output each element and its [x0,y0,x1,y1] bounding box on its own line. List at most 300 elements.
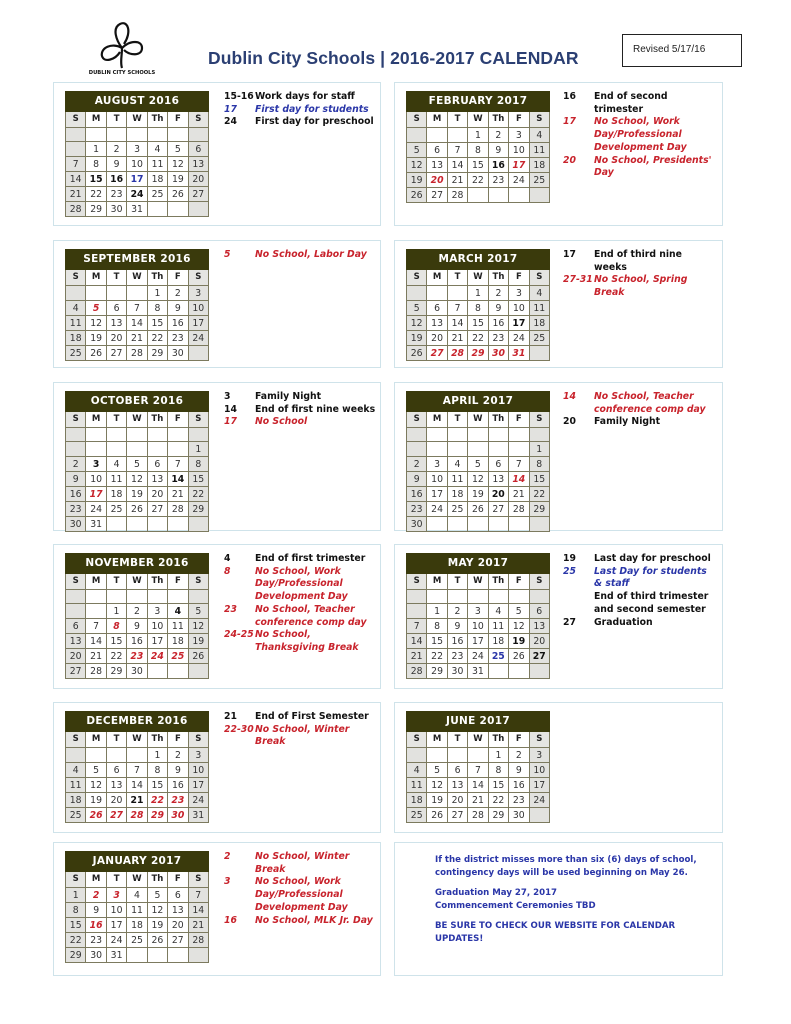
day-cell: 30 [86,948,106,963]
day-cell: 16 [488,158,508,173]
day-cell: 20 [168,918,188,933]
day-cell: 16 [66,487,86,502]
commencement-note: Commencement Ceremonies TBD [435,900,596,911]
day-cell: 27 [427,346,447,361]
day-cell: 20 [147,487,167,502]
day-cell: 3 [427,457,447,472]
day-cell: 16 [86,918,106,933]
day-cell: 1 [188,442,208,457]
empty-cell [147,948,167,963]
day-cell: 5 [407,143,427,158]
month-box-mar [394,240,723,368]
empty-cell [407,604,427,619]
event-item [224,851,379,876]
event-date: 3 [224,876,231,888]
day-cell: 24 [509,173,529,188]
day-cell: 7 [66,157,86,172]
day-cell: 17 [147,634,167,649]
event-date: 8 [224,565,231,577]
day-cell: 27 [488,502,508,517]
day-cell: 23 [168,331,188,346]
day-cell: 25 [168,649,188,664]
day-cell: 26 [407,188,427,203]
day-cell: 27 [66,664,86,679]
day-cell: 13 [147,472,167,487]
day-cell: 7 [168,457,188,472]
day-cell: 23 [509,793,529,808]
day-cell: 10 [188,301,208,316]
empty-cell [509,517,529,532]
empty-cell [468,442,488,457]
events-list-oct [224,391,379,429]
calendar-grid-dec [65,711,209,823]
day-cell: 18 [529,158,549,173]
month-title: JANUARY 2017 [66,852,209,872]
day-cell: 13 [447,778,467,793]
day-cell: 28 [168,502,188,517]
event-date: 14 [563,391,576,402]
empty-cell [427,128,447,143]
empty-cell [127,590,147,604]
weekday-header: T [447,412,467,428]
day-cell: 13 [168,903,188,918]
empty-cell [66,128,86,142]
weekday-header: F [168,270,188,286]
empty-cell [188,202,208,217]
day-cell: 12 [86,316,106,331]
day-cell: 14 [127,316,147,331]
day-cell: 7 [86,619,106,634]
event-text: No School [255,416,308,428]
day-cell: 31 [86,517,106,532]
day-cell: 8 [427,619,447,634]
day-cell: 1 [147,748,167,763]
day-cell: 9 [168,301,188,316]
event-text: No School, Thanksgiving Break [255,629,359,653]
event-item [224,724,379,749]
empty-cell [188,517,208,532]
event-date: 22-30 [224,723,254,735]
day-cell: 8 [468,143,488,158]
empty-cell [106,442,126,457]
event-date: 19 [563,553,576,564]
day-cell: 12 [168,157,188,172]
day-cell: 18 [168,634,188,649]
weekday-header: F [509,574,529,590]
page-title: Dublin City Schools | 2016-2017 CALENDAR [208,48,579,68]
day-cell: 5 [86,763,106,778]
day-cell: 12 [86,778,106,793]
empty-cell [447,517,467,532]
day-cell: 16 [509,778,529,793]
month-title: MAY 2017 [407,554,550,574]
empty-cell [106,748,126,763]
day-cell: 9 [66,472,86,487]
day-cell: 18 [447,487,467,502]
day-cell: 13 [106,316,126,331]
day-cell: 20 [529,634,550,649]
day-cell: 17 [188,778,208,793]
event-item [563,155,718,180]
day-cell: 17 [106,918,126,933]
weekday-header: M [427,412,447,428]
day-cell: 19 [147,918,167,933]
empty-cell [106,428,126,442]
event-date: 21 [224,711,237,722]
month-title: JUNE 2017 [407,712,550,732]
event-date: 23 [224,603,237,615]
day-cell: 21 [407,649,427,664]
contingency-note: If the district misses more than six (6) days of school, contingency days will be used beginning on May 26. [435,855,697,878]
day-cell: 26 [168,187,188,202]
empty-cell [427,442,447,457]
day-cell: 11 [168,619,188,634]
empty-cell [106,286,126,301]
calendar-grid-jan [65,851,209,963]
empty-cell [468,517,488,532]
calendar-grid-apr [406,391,550,532]
day-cell: 28 [66,202,86,217]
empty-cell [147,202,167,217]
month-box-oct [53,382,381,531]
day-cell: 30 [447,664,467,679]
day-cell: 14 [168,472,188,487]
day-cell: 19 [188,634,208,649]
calendar-grid-aug [65,91,209,217]
day-cell: 29 [86,202,106,217]
day-cell: 5 [86,301,106,316]
events-list-mar [563,249,718,300]
empty-cell [106,590,126,604]
event-date: 4 [224,553,231,564]
day-cell: 24 [188,793,208,808]
event-item [224,566,379,604]
empty-cell [407,286,427,301]
day-cell: 10 [509,143,529,158]
empty-cell [188,346,208,361]
day-cell: 19 [86,793,106,808]
day-cell: 3 [86,457,106,472]
day-cell: 6 [147,457,167,472]
empty-cell [188,428,208,442]
day-cell: 5 [509,604,529,619]
empty-cell [427,590,447,604]
weekday-header: W [127,412,147,428]
day-cell: 9 [407,472,427,487]
day-cell: 5 [168,142,188,157]
calendar-grid-jun [406,711,550,823]
day-cell: 26 [188,649,208,664]
day-cell: 3 [147,604,167,619]
day-cell: 29 [488,808,508,823]
empty-cell [488,590,508,604]
day-cell: 2 [168,748,188,763]
day-cell: 31 [127,202,147,217]
day-cell: 13 [188,157,208,172]
day-cell: 20 [66,649,86,664]
weekday-header: F [168,872,188,888]
day-cell: 11 [529,143,549,158]
day-cell: 3 [509,128,529,143]
day-cell: 11 [529,301,549,316]
notes-box [394,842,723,976]
day-cell: 10 [106,903,126,918]
event-text: End of second trimester [594,91,668,115]
event-item [224,553,379,566]
empty-cell [127,948,147,963]
day-cell: 4 [529,128,549,143]
day-cell: 19 [407,173,427,188]
day-cell: 15 [147,316,167,331]
day-cell: 25 [407,808,427,823]
day-cell: 22 [86,187,106,202]
weekday-header: S [407,270,427,286]
day-cell: 31 [106,948,126,963]
day-cell: 6 [168,888,188,903]
day-cell: 23 [488,173,508,188]
day-cell: 2 [127,604,147,619]
empty-cell [188,948,208,963]
empty-cell [468,188,488,203]
events-list-dec [224,711,379,749]
day-cell: 12 [147,903,167,918]
weekday-header: S [188,412,208,428]
calendar-grid-oct [65,391,209,532]
day-cell: 22 [188,487,208,502]
graduation-note: Graduation May 27, 2017 [435,888,558,898]
weekday-header: Th [147,112,167,128]
weekday-header: T [447,112,467,128]
day-cell: 11 [147,157,167,172]
day-cell: 9 [127,619,147,634]
day-cell: 5 [407,301,427,316]
day-cell: 27 [168,933,188,948]
empty-cell [529,188,549,203]
weekday-header: S [407,574,427,590]
event-date: 2 [224,851,231,862]
day-cell: 25 [66,808,86,823]
events-list-sep [224,249,379,262]
month-title: OCTOBER 2016 [66,392,209,412]
day-cell: 14 [188,903,208,918]
day-cell: 17 [509,158,529,173]
day-cell: 8 [86,157,106,172]
empty-cell [127,428,147,442]
weekday-header: S [407,112,427,128]
empty-cell [86,442,106,457]
event-date: 24-25 [224,629,254,641]
empty-cell [86,286,106,301]
weekday-header: F [509,270,529,286]
day-cell: 29 [106,664,126,679]
empty-cell [106,128,126,142]
weekday-header: M [427,732,447,748]
calendar-grid-mar [406,249,550,361]
day-cell: 16 [168,778,188,793]
day-cell: 23 [106,187,126,202]
events-list-apr [563,391,718,429]
empty-cell [427,428,447,442]
day-cell: 27 [106,808,126,823]
weekday-header: M [427,574,447,590]
day-cell: 1 [468,128,488,143]
day-cell: 25 [488,649,508,664]
day-cell: 22 [106,649,126,664]
event-text: No School, Work Day/Professional Development Day [255,876,348,913]
empty-cell [407,442,427,457]
day-cell: 6 [106,763,126,778]
weekday-header: S [66,574,86,590]
day-cell: 7 [447,143,467,158]
day-cell: 9 [488,301,508,316]
day-cell: 9 [447,619,467,634]
day-cell: 7 [407,619,427,634]
event-text: No School, Winter Break [255,851,350,875]
day-cell: 10 [127,157,147,172]
day-cell: 1 [529,442,549,457]
day-cell: 10 [468,619,488,634]
day-cell: 4 [147,142,167,157]
month-title: APRIL 2017 [407,392,550,412]
weekday-header: M [427,270,447,286]
day-cell: 6 [427,143,447,158]
day-cell: 15 [468,316,488,331]
event-text: End of first nine weeks [255,403,376,415]
calendar-grid-feb [406,91,550,203]
day-cell: 15 [147,778,167,793]
day-cell: 26 [127,502,147,517]
day-cell: 9 [168,763,188,778]
event-date: 20 [563,154,576,166]
shamrock-logo-icon [82,18,162,76]
day-cell: 14 [509,472,529,487]
event-text: No School, MLK Jr. Day [255,914,373,926]
day-cell: 1 [66,888,86,903]
events-list-jan [224,851,379,927]
day-cell: 22 [147,331,167,346]
event-date: 14 [224,403,237,415]
day-cell: 3 [529,748,549,763]
day-cell: 15 [66,918,86,933]
day-cell: 18 [407,793,427,808]
empty-cell [509,442,529,457]
weekday-header: Th [488,112,508,128]
day-cell: 8 [106,619,126,634]
event-text: No School, Winter Break [255,723,350,748]
empty-cell [188,128,208,142]
empty-cell [447,590,467,604]
day-cell: 5 [427,763,447,778]
day-cell: 6 [529,604,550,619]
event-date: 17 [224,103,237,115]
day-cell: 15 [529,472,549,487]
day-cell: 24 [127,187,147,202]
day-cell: 23 [447,649,467,664]
day-cell: 5 [127,457,147,472]
empty-cell [447,748,467,763]
event-item [563,116,718,154]
event-item [563,274,718,299]
day-cell: 3 [509,286,529,301]
day-cell: 13 [488,472,508,487]
day-cell: 23 [488,331,508,346]
empty-cell [66,590,86,604]
day-cell: 10 [86,472,106,487]
day-cell: 19 [427,793,447,808]
day-cell: 29 [66,948,86,963]
day-cell: 25 [447,502,467,517]
day-cell: 3 [127,142,147,157]
day-cell: 17 [529,778,549,793]
event-item [563,416,718,429]
event-item [224,876,379,914]
day-cell: 22 [147,793,167,808]
empty-cell [127,442,147,457]
event-item [563,91,718,116]
day-cell: 11 [66,316,86,331]
weekday-header: W [468,412,488,428]
day-cell: 15 [106,634,126,649]
day-cell: 15 [188,472,208,487]
day-cell: 30 [509,808,529,823]
day-cell: 2 [488,128,508,143]
day-cell: 1 [488,748,508,763]
weekday-header: T [106,112,126,128]
day-cell: 8 [529,457,549,472]
day-cell: 4 [106,457,126,472]
events-list-may [563,553,718,629]
day-cell: 26 [468,502,488,517]
day-cell: 24 [86,502,106,517]
day-cell: 30 [66,517,86,532]
event-text: No School, Spring Break [594,274,688,299]
day-cell: 14 [66,172,86,187]
day-cell: 7 [127,763,147,778]
day-cell: 22 [488,793,508,808]
weekday-header: S [188,270,208,286]
svg-text:DUBLIN CITY SCHOOLS: DUBLIN CITY SCHOOLS [88,70,156,76]
day-cell: 1 [147,286,167,301]
event-text: No School, Teacher conference comp day [594,391,706,415]
month-box-jan [53,842,381,976]
weekday-header: S [66,412,86,428]
day-cell: 23 [66,502,86,517]
day-cell: 28 [127,346,147,361]
weekday-header: Th [147,412,167,428]
day-cell: 21 [188,918,208,933]
weekday-header: T [447,574,467,590]
day-cell: 20 [488,487,508,502]
day-cell: 6 [188,142,208,157]
day-cell: 12 [509,619,529,634]
day-cell: 4 [407,763,427,778]
day-cell: 28 [407,664,427,679]
day-cell: 21 [86,649,106,664]
weekday-header: Th [147,732,167,748]
weekday-header: T [106,412,126,428]
day-cell: 12 [127,472,147,487]
events-list-feb [563,91,718,180]
month-box-sep [53,240,381,368]
month-title: DECEMBER 2016 [66,712,209,732]
weekday-header: F [509,732,529,748]
day-cell: 24 [106,933,126,948]
day-cell: 20 [188,172,208,187]
weekday-header: Th [488,270,508,286]
day-cell: 30 [488,346,508,361]
day-cell: 25 [66,346,86,361]
weekday-header: F [168,574,188,590]
